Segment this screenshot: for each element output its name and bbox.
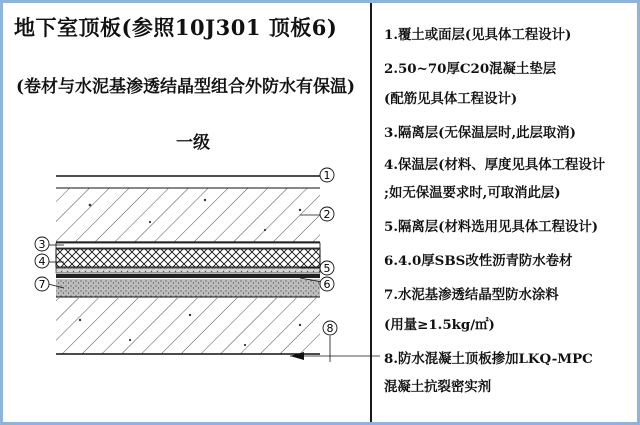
layer-6-sbs-membrane xyxy=(56,274,320,278)
callout-2 xyxy=(320,207,334,221)
note-layer-5: 5.隔离层(材料选用见具体工程设计) xyxy=(384,219,599,235)
layer-4-insulation xyxy=(56,249,320,267)
callout-2-label: 2 xyxy=(323,208,331,221)
diagram-title: 地下室顶板(参照10J301 顶板6) xyxy=(14,15,338,40)
callout-1-label: 1 xyxy=(323,169,331,182)
callout-6-label: 6 xyxy=(323,278,331,291)
note-layer-4: 4.保温层(材料、厚度见具体工程设计 xyxy=(384,157,606,173)
callout-7 xyxy=(35,277,49,291)
layer-2-concrete-cushion xyxy=(56,188,320,242)
layer-7-crystalline-coating xyxy=(56,279,320,297)
note-layer-2: 2.50~70厚C20混凝土垫层 xyxy=(384,61,557,77)
callout-1 xyxy=(320,168,334,182)
callout-5 xyxy=(320,261,334,275)
callout-6 xyxy=(320,277,334,291)
callout-8-label: 8 xyxy=(326,322,334,335)
layer-1-cover xyxy=(56,176,320,188)
note-layer-7: 7.水泥基渗透结晶型防水涂料 xyxy=(384,287,559,303)
note-layer-4-continued: ;如无保温要求时,可取消此层) xyxy=(384,185,561,201)
layer-3-separation xyxy=(56,243,320,248)
callout-4 xyxy=(35,254,49,268)
waterproof-grade: 一级 xyxy=(176,133,210,153)
note-layer-1: 1.覆土或面层(见具体工程设计) xyxy=(384,27,572,43)
callout-7-label: 7 xyxy=(38,278,46,291)
note-layer-3: 3.隔离层(无保温层时,此层取消) xyxy=(384,125,576,141)
note-layer-8: 8.防水混凝土顶板掺加LKQ-MPC xyxy=(384,351,593,367)
diagram-subtitle: (卷材与水泥基渗透结晶型组合外防水有保温) xyxy=(16,77,356,97)
note-layer-2-continued: (配筋见具体工程设计) xyxy=(384,91,518,107)
callout-3 xyxy=(35,237,49,251)
note-layer-8-continued: 混凝土抗裂密实剂 xyxy=(384,379,492,395)
callout-3-label: 3 xyxy=(38,238,46,251)
callout-5-label: 5 xyxy=(323,262,331,275)
note-layer-7-continued: (用量≥1.5kg/㎡) xyxy=(384,317,495,333)
note-layer-6: 6.4.0厚SBS改性沥青防水卷材 xyxy=(384,253,573,269)
callout-8 xyxy=(323,321,337,335)
layer-5-separation xyxy=(56,268,320,273)
layer-8-concrete-slab xyxy=(56,298,320,354)
callout-4-label: 4 xyxy=(38,255,46,268)
